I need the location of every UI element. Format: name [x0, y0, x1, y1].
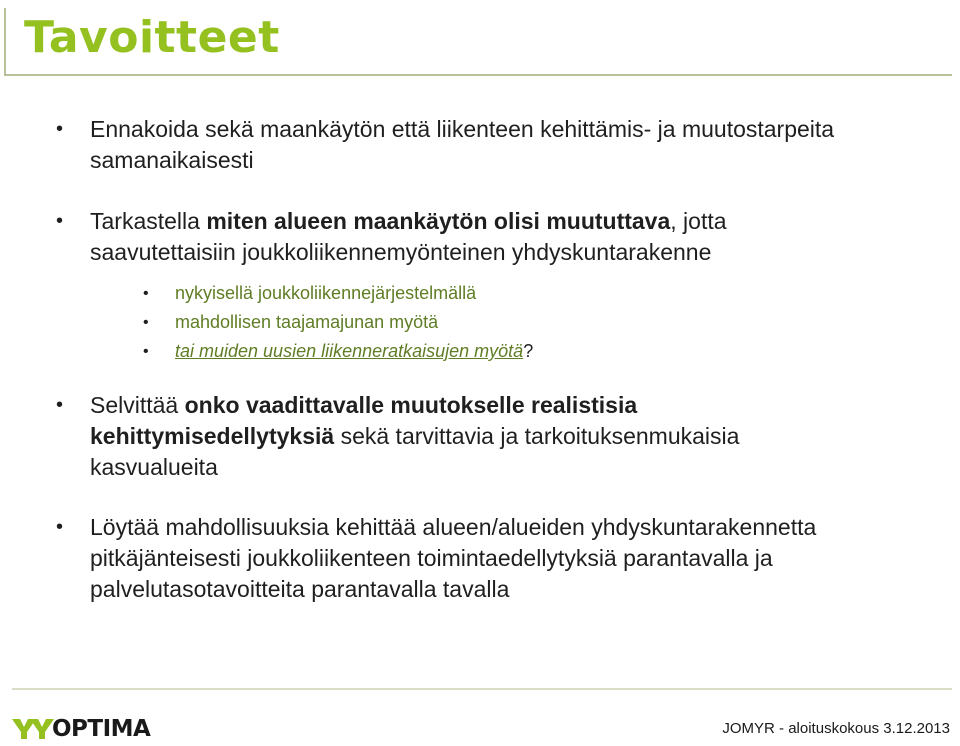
sub-bullet-1-text: nykyisellä joukkoliikennejärjestelmällä	[175, 283, 477, 303]
sub-bullet-3-suffix: ?	[523, 341, 534, 361]
title-vertical-rule	[4, 8, 6, 74]
bullet-3-bold-1: onko vaadittavalle muutokselle realistisia	[184, 392, 638, 418]
bullet-2-post: , jotta	[670, 208, 727, 234]
footer-note: JOMYR - aloituskokous 3.12.2013	[722, 720, 950, 737]
bullet-marker: •	[56, 516, 64, 538]
sub-bullet-marker: •	[143, 285, 149, 302]
sub-bullet-3-text: tai muiden uusien liikenneratkaisujen myötä	[175, 341, 524, 361]
bullet-3-bold-2: kehittymisedellytyksiä	[90, 423, 335, 449]
bullet-marker: •	[56, 394, 64, 416]
sub-bullet-marker: •	[143, 314, 149, 331]
bullet-3-pre: Selvittää	[90, 392, 185, 418]
sub-bullet-3	[50, 337, 930, 366]
sub-bullet-2	[50, 308, 930, 337]
optima-logo	[12, 716, 150, 742]
sub-bullet-1	[50, 279, 930, 308]
bullet-1	[50, 114, 930, 176]
bullet-4-line-1: Löytää mahdollisuuksia kehittää alueen/alueiden yhdyskuntarakennetta	[90, 514, 817, 540]
bullet-4-line-3: palvelutasotavoitteita parantavalla tavalla	[90, 576, 510, 602]
bullet-4-line-2: pitkäjänteisesti joukkoliikenteen toimintaedellytyksiä parantavalla ja	[90, 545, 773, 571]
bullet-1-line-1: Ennakoida sekä maankäytön että liikenteen kehittämis- ja muutostarpeita	[90, 116, 835, 142]
title-horizontal-rule	[4, 74, 952, 76]
logo-text: OPTIMA	[52, 716, 151, 742]
yy-logo-mark-icon	[12, 717, 54, 741]
bullet-3-post: sekä tarvittavia ja tarkoituksenmukaisia	[334, 423, 740, 449]
bullet-1-line-2: samanaikaisesti	[90, 147, 254, 173]
bullet-4	[50, 512, 930, 605]
bullet-marker: •	[56, 118, 64, 140]
bullet-2-pre: Tarkastella	[90, 208, 207, 234]
bullet-2-bold: miten alueen maankäytön olisi muututtava	[206, 208, 671, 234]
bullet-2	[50, 206, 930, 268]
bullet-3	[50, 390, 930, 483]
bullet-3-line-3: kasvualueita	[90, 454, 218, 480]
sub-bullet-2-text: mahdollisen taajamajunan myötä	[175, 312, 439, 332]
bullet-marker: •	[56, 210, 64, 232]
bullet-2-line-2: saavutettaisiin joukkoliikennemyönteinen yhdyskuntarakenne	[90, 239, 712, 265]
footer-rule	[12, 688, 952, 690]
slide-content	[50, 114, 930, 605]
sub-bullet-marker: •	[143, 343, 149, 360]
slide-title: Tavoitteet	[24, 12, 280, 63]
